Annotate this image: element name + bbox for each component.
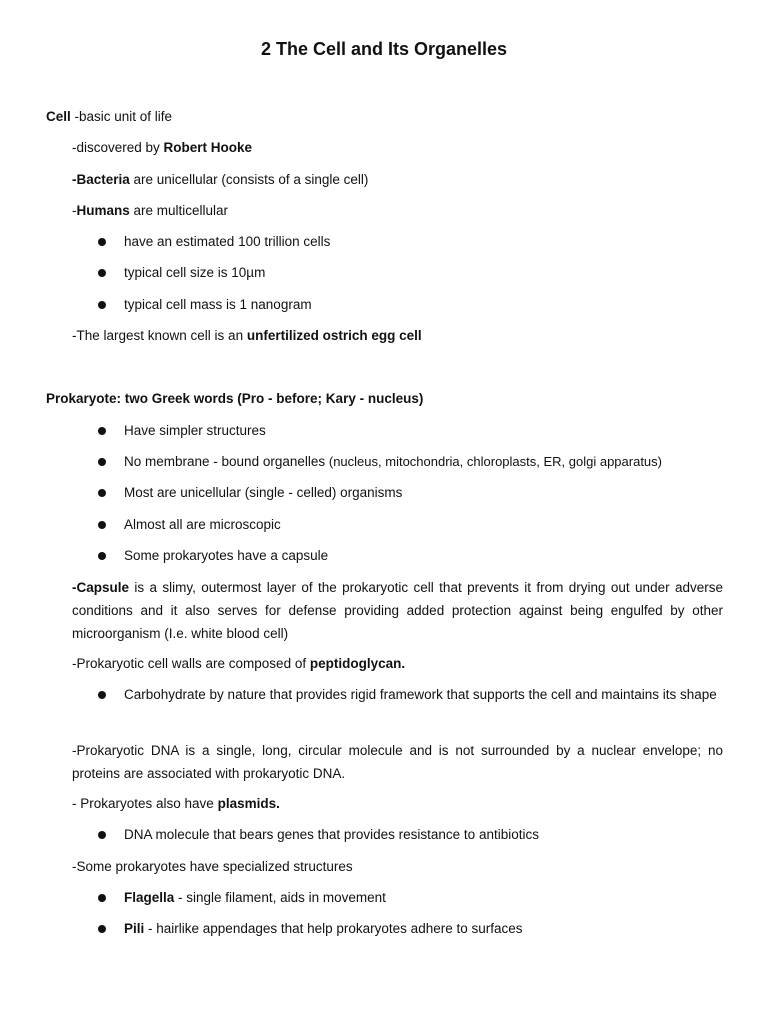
capsule-paragraph [72, 576, 723, 645]
page-title: 2 The Cell and Its Organelles [260, 39, 508, 59]
cell-definition [46, 108, 172, 126]
prokaryote-feature-4: Almost all are microscopic [124, 517, 281, 532]
capsule-term: -Capsule [72, 580, 130, 595]
pili-term: Pili [124, 921, 145, 936]
bacteria-term: -Bacteria [72, 172, 130, 187]
cell-definition-text: -basic unit of life [70, 109, 173, 124]
bullet-icon [98, 301, 106, 309]
prokaryote-heading-text: Prokaryote: two Greek words (Pro - before; Kary - nucleus) [46, 391, 424, 406]
bullet-icon [98, 238, 106, 246]
dna-paragraph: -Prokaryotic DNA is a single, long, circular molecule and is not surrounded by a nuclear envelope; no proteins are associated with prokaryotic DNA. [72, 743, 723, 781]
flagella-item [124, 889, 386, 907]
humans-line [72, 202, 228, 220]
human-fact-1: have an estimated 100 trillion cells [124, 234, 331, 249]
bullet-icon [98, 521, 106, 529]
pili-text: - hairlike appendages that help prokaryotes adhere to surfaces [144, 921, 523, 936]
plasmids-line [72, 795, 280, 813]
flagella-text: - single filament, aids in movement [174, 890, 386, 905]
bullet-icon [98, 552, 106, 560]
bullet-icon [98, 269, 106, 277]
plasmids-note: DNA molecule that bears genes that provides resistance to antibiotics [124, 827, 539, 842]
bullet-icon [98, 489, 106, 497]
largest-cell-prefix: -The largest known cell is an [72, 328, 247, 343]
cell-term: Cell [46, 109, 71, 124]
largest-cell-line [72, 327, 422, 345]
human-fact-3: typical cell mass is 1 nanogram [124, 297, 312, 312]
cell-walls-prefix: -Prokaryotic cell walls are composed of [72, 656, 310, 671]
peptidoglycan-term: peptidoglycan. [309, 656, 406, 671]
discoverer-name: Robert Hooke [163, 140, 253, 155]
prokaryote-feature-2 [124, 453, 662, 471]
humans-term: Humans [76, 203, 130, 218]
bullet-icon [98, 458, 106, 466]
largest-cell-term: unfertilized ostrich egg cell [246, 328, 422, 343]
pili-item [124, 920, 523, 938]
bullet-icon [98, 925, 106, 933]
cell-walls-note: Carbohydrate by nature that provides rigid framework that supports the cell and maintains its shape [124, 687, 717, 702]
cell-walls-line [72, 655, 405, 673]
discovered-prefix: -discovered by [72, 140, 164, 155]
capsule-text: is a slimy, outermost layer of the prokaryotic cell that prevents it from drying out under adverse conditions and it also serves for defense providing added protection against being engulfed by other microorganism (I.e. white blood cell) [72, 580, 723, 641]
specialized-structures-line: -Some prokaryotes have specialized structures [72, 859, 353, 874]
discovered-line [72, 139, 252, 157]
prokaryote-feature-3: Most are unicellular (single - celled) organisms [124, 485, 403, 500]
feature-2-examples: (nucleus, mitochondria, chloroplasts, ER, golgi apparatus) [328, 454, 662, 469]
plasmids-prefix: - Prokaryotes also have [72, 796, 218, 811]
humans-prefix: - [72, 203, 77, 218]
human-fact-2: typical cell size is 10µm [124, 265, 266, 280]
bullet-icon [98, 691, 106, 699]
bullet-icon [98, 427, 106, 435]
flagella-term: Flagella [124, 890, 175, 905]
bullet-icon [98, 894, 106, 902]
plasmids-term: plasmids. [217, 796, 280, 811]
bacteria-text: are unicellular (consists of a single cell) [129, 172, 369, 187]
humans-text: are multicellular [129, 203, 229, 218]
bullet-icon [98, 831, 106, 839]
prokaryote-heading [46, 390, 423, 408]
prokaryote-feature-5: Some prokaryotes have a capsule [124, 548, 329, 563]
bacteria-line [72, 171, 368, 189]
prokaryote-feature-1: Have simpler structures [124, 423, 266, 438]
feature-2-main: No membrane - bound organelles [124, 454, 329, 469]
